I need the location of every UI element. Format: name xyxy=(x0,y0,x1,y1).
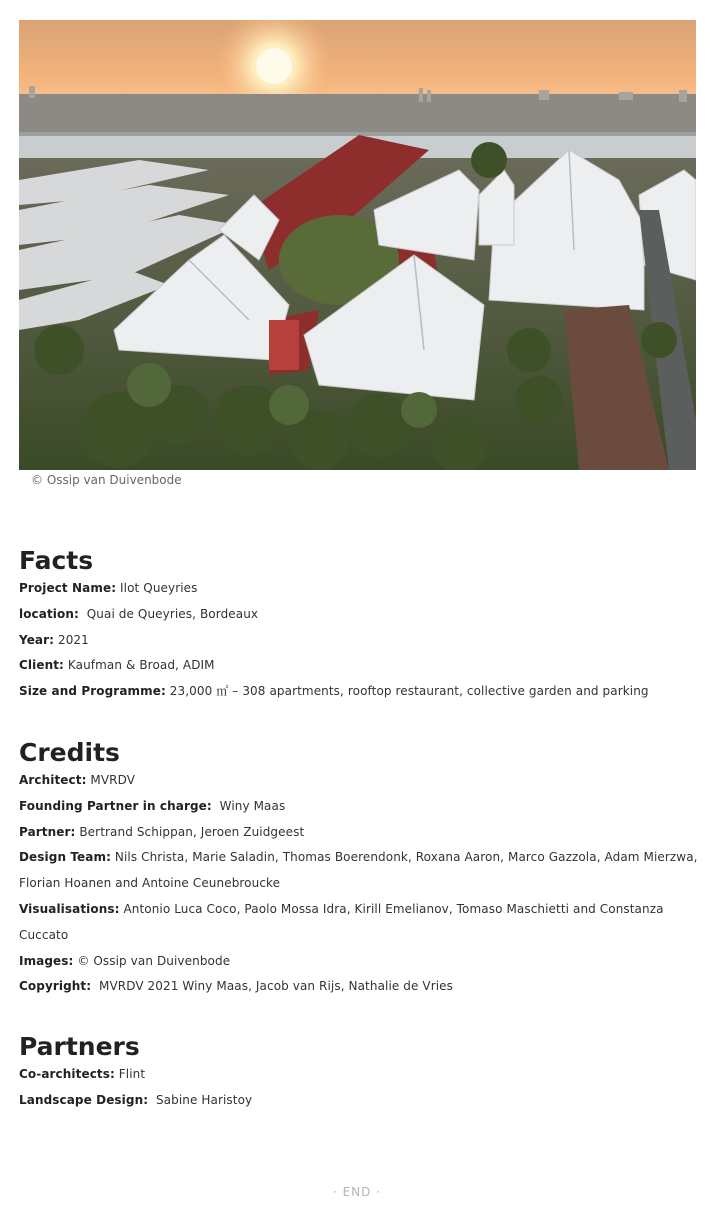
partner-label: Co-architects: xyxy=(19,1067,115,1081)
credit-copyright xyxy=(19,974,699,1000)
fact-value: Ilot Queyries xyxy=(116,581,198,595)
credit-design-team xyxy=(19,845,702,897)
fact-year xyxy=(19,628,699,654)
fact-client xyxy=(19,653,699,679)
fact-value: 23,000 ㎡ – 308 apartments, rooftop restaurant, collective garden and parking xyxy=(165,684,649,699)
fact-value: 2021 xyxy=(54,632,89,647)
facts-section xyxy=(19,546,699,705)
credit-value: Bertrand Schippan, Jeroen Zuidgeest xyxy=(75,824,305,839)
aerial-photo xyxy=(19,20,696,470)
end-marker: · END · xyxy=(332,1185,382,1199)
fact-value: Kaufman & Broad, ADIM xyxy=(63,658,215,673)
credit-label: Visualisations: xyxy=(19,901,120,916)
partner-label: Landscape Design: xyxy=(19,1092,149,1107)
aerial-photo-illustration xyxy=(19,20,696,470)
credit-images xyxy=(19,949,699,975)
credits-heading: Credits xyxy=(19,738,120,767)
credit-value: Winy Maas xyxy=(211,798,286,813)
fact-project-name xyxy=(19,576,699,602)
partner-landscape-design xyxy=(19,1088,699,1114)
partners-heading: Partners xyxy=(19,1032,140,1061)
fact-label: Year: xyxy=(19,632,55,647)
credits-section xyxy=(19,738,702,1000)
credit-label: Copyright: xyxy=(19,979,92,994)
credit-value: Nils Christa, Marie Saladin, Thomas Boerendonk, Roxana Aaron, Marco Gazzola, Adam Mierzwa, Florian Hoanen and Antoine Ceunebroucke xyxy=(19,850,702,891)
credit-value: © Ossip van Duivenbode xyxy=(73,953,231,968)
credit-label: Founding Partner in charge: xyxy=(19,798,212,813)
fact-label: Client: xyxy=(19,658,64,673)
credit-visualisations xyxy=(19,897,699,949)
fact-value: Quai de Queyries, Bordeaux xyxy=(78,606,259,621)
credit-value: MVRDV 2021 Winy Maas, Jacob van Rijs, Nathalie de Vries xyxy=(91,979,454,994)
facts-heading: Facts xyxy=(19,546,94,575)
fact-label: location: xyxy=(19,606,79,621)
credit-label: Images: xyxy=(19,953,74,968)
fact-label: Project Name: xyxy=(19,581,117,595)
credit-partner xyxy=(19,820,699,846)
fact-location xyxy=(19,602,699,628)
credit-value: Antonio Luca Coco, Paolo Mossa Idra, Kirill Emelianov, Tomaso Maschietti and Constanza Cuccato xyxy=(19,901,668,942)
partner-co-architects xyxy=(19,1062,699,1088)
credit-label: Architect: xyxy=(19,773,87,787)
partner-value: Sabine Haristoy xyxy=(148,1092,253,1107)
fact-size-programme xyxy=(19,679,699,705)
photo-caption: © Ossip van Duivenbode xyxy=(31,473,182,487)
partner-value: Flint xyxy=(114,1067,146,1081)
partners-section xyxy=(19,1032,699,1114)
fact-label: Size and Programme: xyxy=(19,684,166,699)
credit-label: Design Team: xyxy=(19,850,111,865)
credit-founding-partner xyxy=(19,794,699,820)
credit-value: MVRDV xyxy=(86,773,136,787)
credit-architect xyxy=(19,768,699,794)
credit-label: Partner: xyxy=(19,824,76,839)
